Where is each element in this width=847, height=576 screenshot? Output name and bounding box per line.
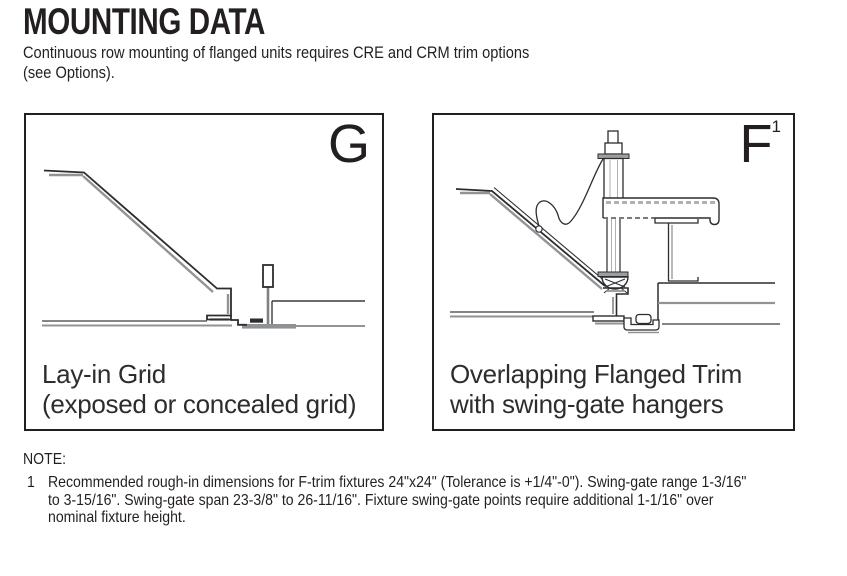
figure-letter-f — [739, 114, 780, 174]
note-line-2: to 3-15/16". Swing-gate span 23-3/8" to 26-11/16". Fixture swing-gate points require additional 1-1/16" over — [48, 491, 714, 509]
figure-layin-grid — [24, 113, 384, 431]
page-title: MOUNTING DATA — [23, 1, 265, 42]
note-line-3: nominal fixture height. — [48, 509, 186, 526]
figure-flanged-trim — [432, 113, 795, 431]
note-heading: NOTE: — [23, 451, 67, 468]
figure-caption-f — [450, 359, 742, 419]
note-item-text — [48, 474, 840, 527]
figure-caption-f-line-2: with swing-gate hangers — [450, 389, 724, 419]
intro-line-1: Continuous row mounting of flanged units requires CRE and CRM trim options — [23, 43, 530, 62]
figure-letter-f-note-ref: 1 — [771, 117, 780, 136]
figure-letter-g-text: G — [327, 114, 369, 174]
figure-caption-g — [42, 359, 356, 419]
figure-letter-f-text: F — [739, 114, 772, 174]
figure-caption-g-line-1: Lay-in Grid — [42, 359, 166, 389]
intro-text — [23, 43, 529, 83]
figure-caption-f-line-1: Overlapping Flanged Trim — [450, 359, 742, 389]
note-line-1: Recommended rough-in dimensions for F-trim fixtures 24"x24" (Tolerance is +1/4"-0"). Swing-gate range 1-3/16" — [48, 474, 747, 491]
figure-letter-g — [327, 114, 369, 174]
note-item-number: 1 — [27, 474, 35, 491]
intro-line-2: (see Options). — [23, 63, 115, 82]
figure-caption-g-line-2: (exposed or concealed grid) — [42, 389, 357, 419]
